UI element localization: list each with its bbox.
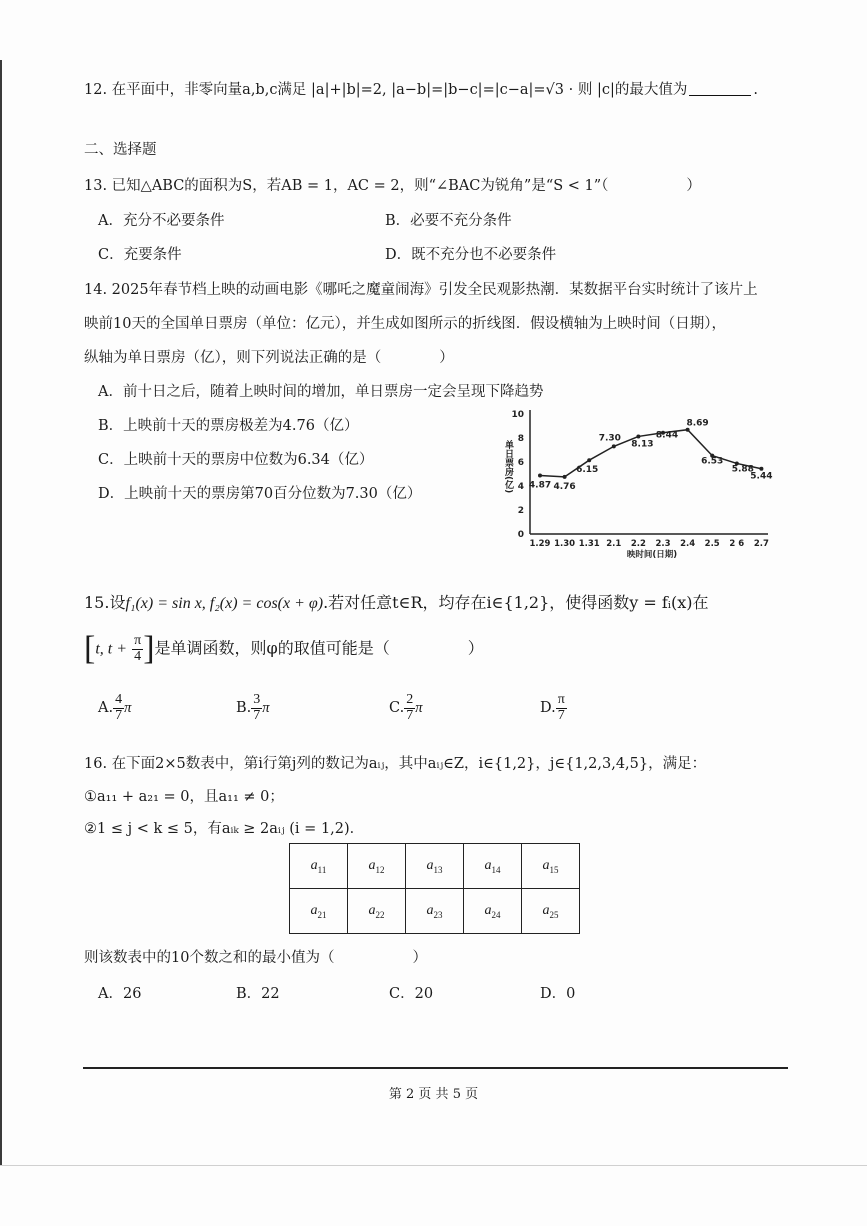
data-label: 4.87: [528, 480, 552, 491]
cell-sub: 12: [375, 864, 385, 875]
x-axis-label: 映时间(日期): [626, 550, 678, 560]
q13-close: ）: [686, 178, 701, 194]
cell-sub: 22: [375, 909, 385, 920]
y-tick-label: 2: [517, 506, 524, 516]
q15-rest: 是单调函数，则φ的取值可能是（: [154, 638, 390, 658]
data-label: 8.13: [631, 439, 654, 450]
q15-option-b: [236, 693, 270, 723]
option-suffix: π: [124, 700, 132, 717]
q16-option-c: C．20: [389, 986, 434, 1002]
page-number: 第 2 页 共 5 页: [388, 1087, 479, 1102]
frac-denominator: 7: [115, 707, 123, 723]
option-fraction: [556, 693, 567, 723]
cell-sub: 11: [317, 864, 327, 875]
cell-var: a: [368, 857, 376, 873]
question-13: [84, 174, 701, 195]
table-cell: [348, 889, 406, 934]
right-bracket: ]: [143, 630, 155, 667]
x-tick-label: 2.4: [680, 539, 696, 549]
scan-bottom-edge: [0, 1165, 867, 1166]
q15-intro: 15.设: [84, 593, 126, 612]
option-label: B.: [236, 700, 252, 717]
q14-option-c: C．上映前十天的票房中位数为6.34（亿）: [98, 452, 374, 468]
cell-sub: 15: [549, 864, 559, 875]
data-point: [759, 467, 763, 471]
option-fraction: [251, 693, 262, 723]
q14-line-1: 14. 2025年春节档上映的动画电影《哪吒之魔童闹海》引发全民观影热潮．某数据平台实时统计了该片上: [84, 282, 758, 298]
x-tick-label: 2.2: [630, 539, 646, 549]
pi-over-4: [132, 634, 143, 664]
series-line: [540, 430, 761, 477]
frac-denominator: 7: [253, 707, 261, 723]
table-row: [290, 889, 580, 934]
option-suffix: π: [262, 700, 270, 717]
cell-var: a: [310, 857, 318, 873]
table-cell: [406, 844, 464, 889]
data-label: 8.69: [686, 418, 709, 429]
footer-rule: [83, 1067, 788, 1069]
q14-line-2: 映前10天的全国单日票房（单位：亿元），并生成如图所示的折线图．假设横轴为上映时间（日期），: [84, 316, 726, 332]
option-label: C.: [389, 700, 405, 717]
q16-condition-1: ①a₁₁ + a₂₁ = 0，且a₁₁ ≠ 0；: [84, 789, 284, 805]
answer-blank: [689, 95, 751, 96]
q13-option-d: D．既不充分也不必要条件: [385, 247, 557, 263]
q16-line-1: 16. 在下面2×5数表中，第i行第j列的数记为aᵢⱼ，其中aᵢⱼ∈Z，i∈{1,2}，j∈{1,2,3,4,5}，满足：: [84, 756, 707, 772]
cell-var: a: [542, 902, 550, 918]
box-office-line-chart: [500, 400, 780, 560]
table-cell: [464, 889, 522, 934]
q15-line-2: [84, 630, 484, 668]
q15-option-c: [389, 693, 422, 723]
x-tick-label: 2 6: [729, 539, 745, 549]
q15-option-a: [98, 693, 131, 723]
data-label: 8.44: [655, 430, 679, 441]
q13-text: 13. 已知△ABC的面积为S，若AB = 1，AC = 2，则“∠BAC为锐角”是“S < 1”（: [84, 178, 609, 194]
cell-var: a: [426, 902, 434, 918]
data-label: 5.88: [731, 464, 754, 475]
y-tick-label: 10: [511, 410, 524, 420]
q14-option-d: D．上映前十天的票房第70百分位数为7.30（亿）: [98, 486, 422, 502]
y-tick-label: 8: [517, 434, 524, 444]
data-point: [612, 444, 616, 448]
y-axis-label: 单日票房(亿): [503, 440, 513, 494]
data-label: 5.44: [750, 471, 773, 482]
scan-left-edge: [0, 60, 2, 1165]
q16-close: ）: [412, 950, 427, 966]
y-tick-label: 6: [517, 458, 524, 468]
y-tick-label: 0: [517, 530, 524, 540]
y-tick-label: 4: [517, 482, 524, 492]
data-point: [636, 434, 640, 438]
cell-sub: 13: [433, 864, 443, 875]
q14-option-b: B．上映前十天的票房极差为4.76（亿）: [98, 418, 359, 434]
cell-sub: 21: [317, 909, 327, 920]
q12-text: 12. 在平面中，非零向量a,b,c满足 |a|+|b|=2, |a−b|=|b−c|=|c−a|=√3 · 则 |c|的最大值为: [84, 82, 688, 98]
q13-option-b: B．必要不充分条件: [385, 213, 512, 229]
table-cell: [348, 844, 406, 889]
table-cell: [406, 889, 464, 934]
cell-sub: 25: [549, 909, 559, 920]
left-bracket: [: [84, 630, 96, 667]
cell-var: a: [310, 902, 318, 918]
frac-numerator: π: [557, 692, 565, 707]
option-fraction: [404, 693, 415, 723]
data-label: 7.30: [598, 433, 621, 444]
q13-option-c: C．充要条件: [98, 247, 182, 263]
table-cell: [464, 844, 522, 889]
table-cell: [290, 844, 348, 889]
x-tick-label: 2.3: [655, 539, 671, 549]
cell-var: a: [542, 857, 550, 873]
table-cell: [290, 889, 348, 934]
frac-denominator: 4: [134, 648, 142, 664]
table-cell: [522, 889, 580, 934]
cell-var: a: [484, 902, 492, 918]
data-point: [587, 458, 591, 462]
x-tick-label: 2.7: [753, 539, 769, 549]
x-tick-label: 1.30: [554, 539, 576, 549]
data-point: [538, 474, 542, 478]
option-label: D.: [540, 700, 556, 717]
x-tick-label: 1.31: [578, 539, 600, 549]
q15-functions: f₁(x) = sin x, f₂(x) = cos(x + φ): [125, 595, 324, 612]
x-tick-label: 2.1: [606, 539, 622, 549]
frac-denominator: 7: [557, 707, 565, 723]
option-label: A.: [98, 700, 114, 717]
cell-var: a: [426, 857, 434, 873]
question-12: [84, 78, 758, 99]
cell-var: a: [368, 902, 376, 918]
q16-question: [84, 946, 427, 967]
q16-option-b: B．22: [236, 986, 280, 1002]
data-label: 6.15: [576, 465, 599, 476]
data-point: [563, 475, 567, 479]
q15-condition: .若对任意t∈R，均存在i∈{1,2}，使得函数y = fᵢ(x)在: [323, 593, 709, 612]
cell-var: a: [484, 857, 492, 873]
cell-sub: 24: [491, 909, 501, 920]
cell-sub: 23: [433, 909, 443, 920]
q16-option-a: A．26: [98, 986, 142, 1002]
q14-option-a: A．前十日之后，随着上映时间的增加，单日票房一定会呈现下降趋势: [98, 384, 544, 400]
q13-option-a: A．充分不必要条件: [98, 213, 225, 229]
q12-end: .: [753, 82, 758, 98]
number-table: [289, 843, 580, 934]
option-fraction: [113, 693, 124, 723]
frac-numerator: π: [134, 632, 142, 648]
q16-option-d: D．0: [540, 986, 576, 1002]
frac-numerator: 3: [253, 692, 261, 707]
q16-question-text: 则该数表中的10个数之和的最小值为（: [84, 950, 335, 966]
frac-numerator: 2: [406, 692, 414, 707]
section-title: 二、选择题: [84, 142, 157, 158]
table-cell: [522, 844, 580, 889]
q15-interval-start: t, t +: [95, 640, 128, 658]
x-tick-label: 2.5: [704, 539, 720, 549]
option-suffix: π: [415, 700, 423, 717]
data-label: 4.76: [553, 481, 576, 492]
x-tick-label: 1.29: [529, 539, 551, 549]
cell-sub: 14: [491, 864, 501, 875]
q15-option-d: [540, 693, 567, 723]
data-label: 6.53: [701, 456, 724, 467]
q15-close: ）: [467, 638, 484, 658]
q14-line-3: 纵轴为单日票房（亿），则下列说法正确的是（ ）: [84, 350, 454, 366]
question-15: [84, 590, 709, 613]
table-row: [290, 844, 580, 889]
q16-condition-2: ②1 ≤ j < k ≤ 5，有aᵢₖ ≥ 2aᵢⱼ (i = 1,2)．: [84, 821, 365, 837]
frac-numerator: 4: [115, 692, 123, 707]
frac-denominator: 7: [406, 707, 414, 723]
